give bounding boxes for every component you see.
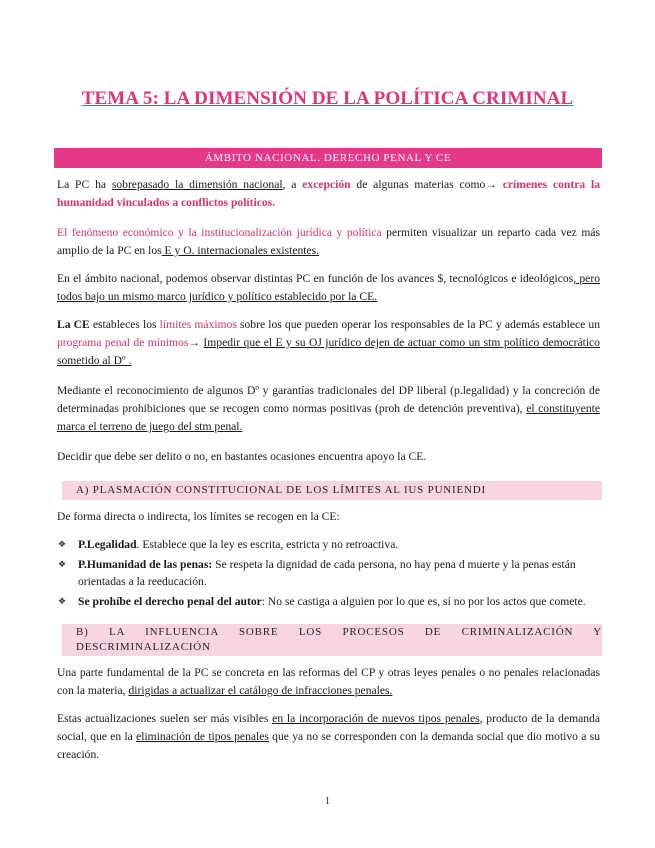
p9-d: eliminación de tipos penales: [136, 730, 269, 743]
limits-bullet-list: [56, 536, 601, 612]
paragraph-3: [57, 270, 600, 306]
p8-a: Una parte fundamental de la PC se concreta en las reformas del CP y otras leyes penales o no penales relacionadas con la materia,: [57, 666, 600, 697]
list-item: [56, 536, 601, 554]
p1-b: sobrepasado la dimensión nacional: [111, 178, 283, 191]
p2-a: El fenómeno económico y la institucionalización jurídica y política: [57, 226, 382, 239]
p9-e: que ya no se corresponden con la demanda social que dio motivo a su creación.: [57, 730, 600, 761]
p1-e: de algunas materias como→: [350, 178, 503, 191]
bullet-2-bold: P.Humanidad de las penas:: [78, 557, 213, 571]
p4-f: →: [188, 336, 204, 349]
page-title: TEMA 5: LA DIMENSIÓN DE LA POLÍTICA CRIMINAL: [81, 88, 574, 109]
section-band-ambito-nacional: ÁMBITO NACIONAL. DERECHO PENAL Y CE: [54, 148, 602, 168]
page-number: 1: [325, 796, 330, 807]
p3-a: En el ámbito nacional, podemos observar distintas PC en función de los avances $, tecnológicos e ideológicos: [57, 272, 574, 285]
paragraph-7: De forma directa o indirecta, los límites se recogen en la CE:: [57, 510, 340, 523]
bullet-1-bold: P.Legalidad: [78, 538, 137, 551]
paragraph-8: [57, 664, 600, 700]
p2-c: E y O. internacionales existentes.: [161, 244, 320, 257]
p4-b: estableces los: [89, 318, 160, 331]
subsection-b-heading: B) LA INFLUENCIA SOBRE LOS PROCESOS DE CRIMINALIZACIÓN Y DESCRIMINALIZACIÓN: [62, 624, 602, 656]
p4-a: La CE: [57, 318, 90, 331]
p5-a: Mediante el reconocimiento de algunos Dº y garantías tradicionales del DP liberal (p.legalidad) y la concreción de determinadas prohibiciones que se recogen como normas positivas (proh de detención preventiva),: [57, 384, 600, 415]
paragraph-1: [57, 176, 600, 212]
p4-e: programa penal de mínimos: [57, 336, 189, 349]
p3-b: , pero todos bajo un mismo marco jurídico y político establecido por la CE.: [57, 272, 600, 303]
subsection-a-heading: A) PLASMACIÓN CONSTITUCIONAL DE LOS LÍMITES AL IUS PUNIENDI: [62, 481, 602, 500]
p1-a: La PC ha: [57, 178, 112, 191]
paragraph-9: [57, 710, 600, 764]
bullet-3-bold: Se prohíbe el derecho penal del autor: [78, 594, 262, 608]
p1-c: , a: [282, 178, 303, 191]
p4-d: sobre los que pueden operar los responsables de la PC y además establece un: [236, 318, 600, 331]
diamond-bullet-icon: ❖: [58, 595, 67, 606]
p4-g: Impedir que el E y su OJ jurídico dejen de actuar como un stm político democrático sometido al Dº .: [57, 336, 600, 367]
p1-d: excepción: [302, 178, 351, 191]
diamond-bullet-icon: ❖: [58, 539, 67, 549]
paragraph-5: [57, 382, 600, 436]
paragraph-6: Decidir que debe ser delito o no, en bastantes ocasiones encuentra apoyo la CE.: [57, 450, 427, 463]
list-item: [56, 593, 601, 611]
p1-f: crímenes contra la humanidad vinculados a conflictos políticos.: [57, 178, 600, 209]
p9-b: en la incorporación de nuevos tipos penales: [272, 712, 480, 725]
bullet-3-text: : No se castiga a alguien por lo que es, sí no por los actos que comete.: [261, 594, 586, 608]
p8-b: dirigidas a actualizar el catálogo de infracciones penales.: [128, 684, 393, 697]
bullet-1-text: . Establece que la ley es escrita, estricta y no retroactiva.: [136, 538, 399, 551]
paragraph-4: [57, 316, 600, 370]
paragraph-2: [57, 224, 600, 260]
p4-c: límites máximos: [159, 318, 237, 331]
bullet-2-text: Se respeta la dignidad de cada persona, no hay pena d muerte y la penas están orientadas a la reeducación.: [78, 557, 576, 588]
p9-a: Estas actualizaciones suelen ser más visibles: [57, 712, 273, 725]
diamond-bullet-icon: ❖: [58, 558, 67, 569]
p5-b: el constituyente marca el terreno de juego del stm penal.: [57, 402, 600, 433]
p9-c: , producto de la demanda social, que en la: [57, 712, 600, 743]
list-item: [56, 556, 601, 591]
p2-b: permiten visualizar un reparto cada vez más amplio de la PC en los: [57, 226, 600, 257]
